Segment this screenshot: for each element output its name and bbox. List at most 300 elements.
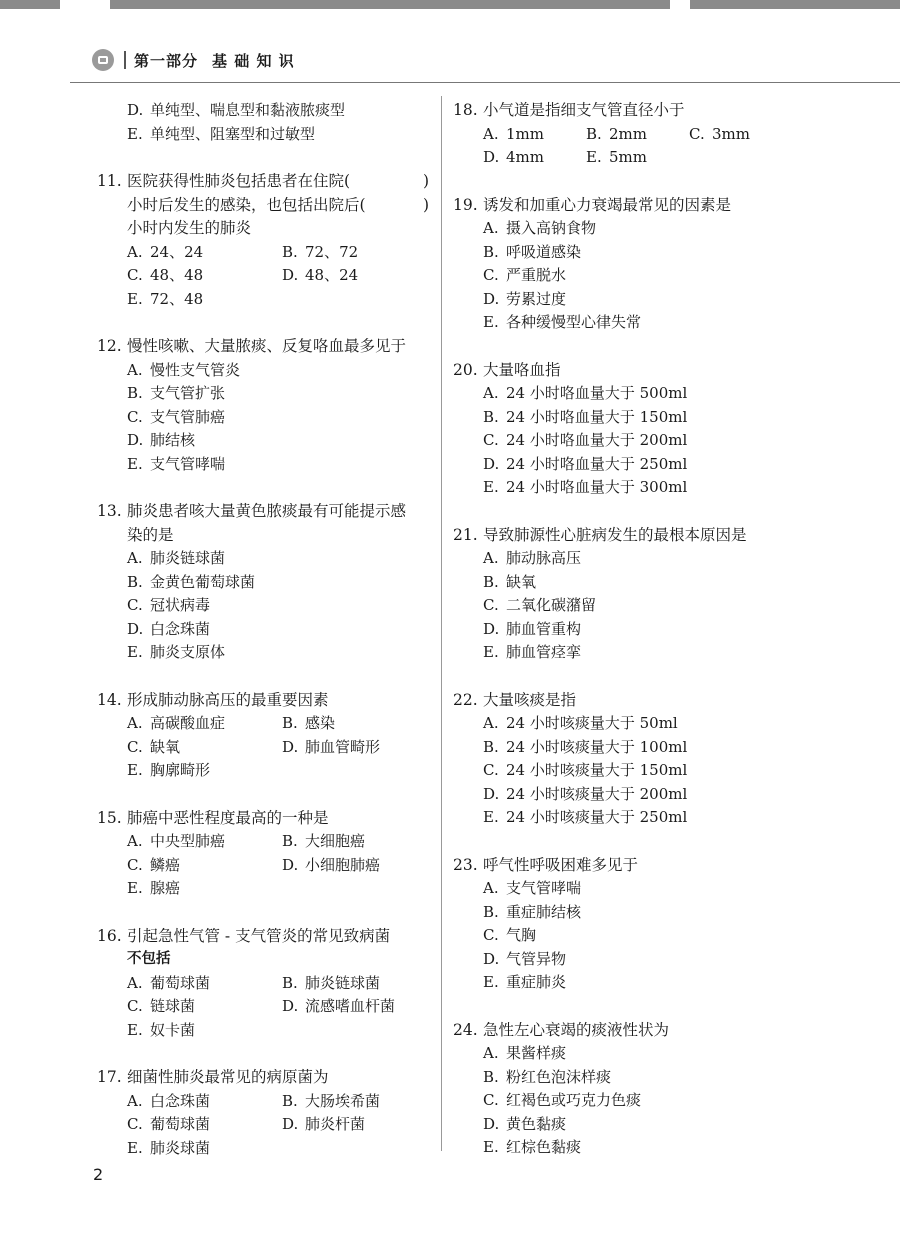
stem-line: [127, 170, 429, 194]
option-text: 葡萄球菌: [150, 1115, 211, 1133]
option-label: A.: [127, 1091, 143, 1110]
option-text: 3mm: [712, 124, 750, 143]
stem-line: [127, 1066, 429, 1090]
option-label: D.: [282, 1115, 299, 1133]
option-c[interactable]: [483, 594, 775, 618]
option-text: 2mm: [609, 124, 647, 143]
option-text: 24 小时咯血量大于 500ml: [506, 384, 688, 402]
option-e[interactable]: [127, 1019, 282, 1043]
option-label: E.: [483, 478, 499, 496]
option-text: 二氧化碳潴留: [506, 596, 597, 614]
option-d[interactable]: [127, 429, 429, 453]
option-d[interactable]: [483, 948, 775, 972]
question-number: 11.: [97, 172, 122, 190]
question-stem: [99, 500, 429, 547]
stem-text: 小时内发生的肺炎: [127, 219, 252, 237]
option-b[interactable]: [586, 123, 689, 147]
option-text: 气管异物: [506, 949, 567, 968]
option-a[interactable]: [127, 547, 429, 571]
options-list: [455, 123, 775, 170]
option-c[interactable]: [689, 123, 792, 147]
option-text: 4mm: [506, 148, 544, 166]
question-q13: [99, 500, 429, 665]
question-stem: [455, 854, 775, 878]
option-text: 24 小时咳痰量大于 200ml: [506, 784, 688, 803]
question-stem: [455, 99, 775, 123]
option-d[interactable]: [483, 288, 775, 312]
option-e[interactable]: [127, 641, 429, 665]
option-label: D.: [127, 101, 144, 119]
question-stem: [99, 335, 429, 359]
option-e[interactable]: [127, 877, 282, 901]
question-text: [483, 524, 775, 548]
option-c[interactable]: [127, 594, 429, 618]
stem-text: 肺癌中恶性程度最高的一种是: [127, 808, 329, 827]
option-text: 24 小时咯血量大于 300ml: [506, 478, 688, 496]
option-text: 小细胞肺癌: [305, 855, 381, 874]
option-text: 大肠埃希菌: [305, 1091, 381, 1110]
option-label: B.: [282, 973, 298, 992]
option-label: A.: [127, 242, 143, 261]
option-label: C.: [127, 855, 143, 874]
option-b[interactable]: [282, 972, 437, 996]
question-text: [483, 99, 775, 123]
stem-text: 引起急性气管 - 支气管炎的常见致病菌: [127, 926, 391, 945]
stem-line: [483, 524, 775, 548]
option-b[interactable]: [282, 830, 437, 854]
option-label: E.: [586, 148, 602, 166]
question-stem: [455, 194, 775, 218]
stem-line: [127, 807, 429, 831]
option-label: C.: [127, 997, 143, 1015]
question-q20: [455, 359, 775, 500]
option-text: 鳞癌: [150, 855, 181, 874]
question-stem: [99, 1066, 429, 1090]
option-label: C.: [127, 737, 143, 756]
option-label: A.: [483, 384, 499, 402]
stem-text: 染的是: [127, 525, 174, 544]
option-text: 肺炎杆菌: [305, 1115, 366, 1133]
option-label: B.: [282, 832, 298, 850]
option-label: E.: [127, 761, 143, 779]
question-text: [127, 500, 429, 547]
question-text: [127, 335, 429, 359]
question-stem: [99, 689, 429, 713]
option-c[interactable]: [483, 759, 775, 783]
question-number: 22.: [453, 690, 478, 709]
option-a[interactable]: [127, 972, 282, 996]
option-text: 黄色黏痰: [506, 1114, 567, 1133]
option-text: 红棕色黏痰: [506, 1138, 582, 1156]
option-label: C.: [483, 596, 499, 614]
option-c[interactable]: [127, 854, 282, 878]
option-label: D.: [483, 619, 500, 638]
question-stem: [99, 925, 429, 972]
option-text: 24 小时咳痰量大于 100ml: [506, 737, 688, 756]
question-number: 16.: [97, 926, 122, 945]
option-b[interactable]: [483, 406, 775, 430]
options-list: [99, 241, 429, 312]
option-d[interactable]: [483, 618, 775, 642]
option-label: E.: [483, 313, 499, 331]
question-text: [127, 807, 429, 831]
options-list: [455, 547, 775, 665]
option-label: E.: [127, 1138, 143, 1157]
option-e[interactable]: [483, 1136, 775, 1160]
option-b[interactable]: [483, 901, 775, 925]
option-text: 支气管扩张: [150, 384, 226, 402]
option-a[interactable]: [483, 123, 586, 147]
option-text: 肺血管畸形: [305, 737, 381, 756]
option-label: E.: [127, 454, 143, 473]
option-e[interactable]: [483, 476, 775, 500]
option-text: 肺炎链球菌: [150, 549, 226, 567]
option-text: 中央型肺癌: [150, 832, 226, 850]
question-number: 17.: [97, 1068, 122, 1086]
option-text: 严重脱水: [506, 266, 567, 284]
stem-line: [127, 524, 429, 548]
right-column: [455, 99, 775, 1160]
option-d[interactable]: [282, 854, 437, 878]
option-d[interactable]: [483, 146, 586, 170]
option-label: B.: [483, 572, 499, 591]
option-text: 慢性支气管炎: [150, 360, 241, 379]
question-text: [483, 689, 775, 713]
option-text: 肺炎链球菌: [305, 973, 381, 992]
question-text: [127, 170, 429, 241]
question-q11: [99, 170, 429, 311]
option-label: D.: [127, 619, 144, 638]
option-label: E.: [127, 643, 143, 661]
option-label: E.: [483, 973, 499, 991]
question-q21: [455, 524, 775, 665]
option-d[interactable]: [483, 1113, 775, 1137]
option-text: 48、48: [150, 266, 204, 284]
stem-line: [127, 194, 429, 218]
option-label: D.: [483, 949, 500, 968]
stem-text: 急性左心衰竭的痰液性状为: [483, 1020, 670, 1039]
option-text: 单纯型、喘息型和黏液脓痰型: [150, 101, 346, 119]
option-label: A.: [483, 219, 499, 237]
question-q22: [455, 689, 775, 830]
options-list: [455, 382, 775, 500]
option-label: E.: [127, 124, 143, 143]
stem-text: 导致肺源性心脏病发生的最根本原因是: [483, 525, 747, 544]
option-text: 果酱样痰: [506, 1044, 567, 1062]
options-list: [455, 877, 775, 995]
option-label: D.: [483, 148, 500, 166]
option-e[interactable]: [586, 146, 689, 170]
option-b[interactable]: [483, 1066, 775, 1090]
option-label: B.: [282, 1091, 298, 1110]
option-label: C.: [483, 431, 499, 449]
option-a[interactable]: [127, 241, 282, 265]
option-d[interactable]: [282, 995, 437, 1019]
stem-text: 诱发和加重心力衰竭最常见的因素是: [483, 195, 732, 214]
option-text: 72、72: [305, 242, 359, 261]
options-list: [99, 359, 429, 477]
option-b[interactable]: [282, 1090, 437, 1114]
question-q12: [99, 335, 429, 476]
question-number: 21.: [453, 525, 478, 544]
option-a[interactable]: [127, 830, 282, 854]
option-a[interactable]: [483, 547, 775, 571]
question-number: 20.: [453, 360, 478, 379]
option-label: E.: [483, 1138, 499, 1156]
option-text: 感染: [305, 714, 336, 732]
header-rule: [70, 82, 900, 83]
option-text: 支气管哮喘: [506, 879, 582, 897]
stem-text: 大量咳痰是指: [483, 690, 577, 709]
option-text: 肺血管痉挛: [506, 643, 582, 661]
stem-text: 肺炎患者咳大量黄色脓痰最有可能提示感: [127, 502, 407, 520]
option-b[interactable]: [127, 571, 429, 595]
option-text: 缺氧: [150, 737, 181, 756]
option-text: 劳累过度: [506, 289, 567, 308]
answer-blank-close: ): [422, 172, 429, 190]
option-text: 葡萄球菌: [150, 973, 211, 992]
option-a[interactable]: [127, 359, 429, 383]
option-e[interactable]: [127, 123, 429, 147]
question-q16: [99, 925, 429, 1043]
stem-line: [483, 1019, 775, 1043]
option-label: A.: [483, 124, 499, 143]
question-number: 23.: [453, 855, 478, 874]
option-label: C.: [483, 266, 499, 284]
option-b[interactable]: [483, 241, 775, 265]
option-e[interactable]: [127, 1137, 282, 1161]
option-text: 胸廓畸形: [150, 761, 211, 779]
stem-text: 小时后发生的感染，也包括出院后(: [127, 195, 366, 214]
options-list: [99, 547, 429, 665]
option-label: D.: [282, 855, 299, 874]
question-q15: [99, 807, 429, 901]
option-a[interactable]: [127, 1090, 282, 1114]
option-label: A.: [483, 1044, 499, 1062]
option-text: 肺炎球菌: [150, 1138, 211, 1157]
book-logo-icon: [92, 49, 114, 71]
stem-line: [127, 689, 429, 713]
option-b[interactable]: [483, 736, 775, 760]
option-c[interactable]: [127, 995, 282, 1019]
header-section: 基 础 知 识: [212, 51, 295, 70]
options-list: [455, 1042, 775, 1160]
option-text: 24 小时咳痰量大于 150ml: [506, 761, 688, 779]
question-number: 18.: [453, 101, 478, 119]
question-text: [127, 925, 429, 972]
option-c[interactable]: [483, 1089, 775, 1113]
option-label: D.: [483, 289, 500, 308]
stem-text: 医院获得性肺炎包括患者在住院(: [127, 172, 351, 190]
option-label: A.: [483, 714, 499, 732]
option-label: C.: [127, 596, 143, 614]
option-e[interactable]: [483, 311, 775, 335]
option-text: 48、24: [305, 266, 359, 284]
stem-text: 呼气性呼吸困难多见于: [483, 855, 639, 874]
header-part: 第一部分: [134, 51, 199, 70]
option-text: 呼吸道感染: [506, 242, 582, 261]
option-a[interactable]: [483, 712, 775, 736]
option-e[interactable]: [127, 759, 282, 783]
option-text: 红褐色或巧克力色痰: [506, 1091, 642, 1109]
column-divider: [441, 96, 442, 1151]
question-stem: [455, 524, 775, 548]
stem-line: [127, 925, 429, 949]
option-text: 24 小时咯血量大于 250ml: [506, 454, 688, 473]
option-label: E.: [483, 808, 499, 826]
option-b[interactable]: [483, 571, 775, 595]
options-list: [455, 217, 775, 335]
stem-line: [483, 689, 775, 713]
stem-text: 小气道是指细支气管直径小于: [483, 101, 685, 119]
question-number: 14.: [97, 690, 122, 709]
option-label: D.: [127, 431, 144, 449]
option-text: 肺动脉高压: [506, 549, 582, 567]
page-number: 2: [93, 1165, 104, 1184]
question-q18: [455, 99, 775, 170]
option-text: 粉红色泡沫样痰: [506, 1067, 612, 1086]
option-c[interactable]: [483, 429, 775, 453]
option-d[interactable]: [282, 736, 437, 760]
option-a[interactable]: [483, 217, 775, 241]
option-text: 1mm: [506, 124, 544, 143]
option-d[interactable]: [282, 1113, 437, 1137]
header-title: [134, 50, 295, 71]
option-c[interactable]: [483, 264, 775, 288]
option-e[interactable]: [127, 453, 429, 477]
question-text: [127, 1066, 429, 1090]
stem-text: 细菌性肺炎最常见的病原菌为: [127, 1068, 329, 1086]
option-label: B.: [127, 384, 143, 402]
option-d[interactable]: [127, 618, 429, 642]
option-label: E.: [127, 1020, 143, 1039]
option-e[interactable]: [483, 971, 775, 995]
option-text: 气胸: [506, 926, 537, 944]
option-b[interactable]: [282, 241, 437, 265]
option-c[interactable]: [127, 1113, 282, 1137]
question-text: [483, 194, 775, 218]
header-separator: [124, 51, 126, 69]
running-header: [92, 47, 295, 73]
option-label: A.: [127, 714, 143, 732]
option-label: B.: [282, 714, 298, 732]
options-list: [99, 972, 429, 1043]
option-label: B.: [483, 902, 499, 921]
stem-line: [483, 99, 775, 123]
option-text: 支气管肺癌: [150, 407, 226, 426]
option-text: 24 小时咳痰量大于 50ml: [506, 714, 678, 732]
options-list: [99, 1090, 429, 1161]
option-label: C.: [127, 266, 143, 284]
option-text: 摄入高钠食物: [506, 219, 597, 237]
option-text: 链球菌: [150, 997, 196, 1015]
question-number: 13.: [97, 502, 122, 520]
option-a[interactable]: [483, 1042, 775, 1066]
option-a[interactable]: [483, 382, 775, 406]
question-number: 15.: [97, 808, 122, 827]
option-a[interactable]: [483, 877, 775, 901]
left-column: [99, 99, 429, 1160]
option-d[interactable]: [282, 264, 437, 288]
option-d[interactable]: [127, 99, 429, 123]
option-label: C.: [483, 1091, 499, 1109]
option-label: A.: [127, 973, 143, 992]
option-label: A.: [483, 549, 499, 567]
option-label: A.: [483, 879, 499, 897]
stem-line: [127, 500, 429, 524]
option-label: A.: [127, 549, 143, 567]
option-text: 24 小时咳痰量大于 250ml: [506, 808, 688, 826]
option-text: 金黄色葡萄球菌: [150, 572, 256, 591]
options-list: [99, 830, 429, 901]
option-label: A.: [127, 832, 143, 850]
option-label: C.: [127, 407, 143, 426]
option-label: D.: [282, 737, 299, 756]
options-list: [99, 99, 429, 146]
option-c[interactable]: [127, 264, 282, 288]
top-decorative-rule: [0, 0, 900, 14]
option-text: 72、48: [150, 289, 204, 308]
question-stem: [455, 689, 775, 713]
question-q24: [455, 1019, 775, 1160]
stem-emphasis: 不包括: [127, 951, 171, 967]
option-d[interactable]: [483, 783, 775, 807]
option-text: 支气管哮喘: [150, 454, 226, 473]
question-text: [483, 359, 775, 383]
option-text: 肺炎支原体: [150, 643, 226, 661]
question-q19: [455, 194, 775, 335]
option-b[interactable]: [282, 712, 437, 736]
option-label: B.: [483, 407, 499, 426]
option-e[interactable]: [127, 288, 282, 312]
stem-line: [483, 359, 775, 383]
question-text: [127, 689, 429, 713]
option-a[interactable]: [127, 712, 282, 736]
answer-blank-close: ): [422, 195, 429, 214]
option-label: C.: [483, 926, 499, 944]
option-label: D.: [282, 266, 299, 284]
option-label: A.: [127, 360, 143, 379]
option-text: 腺癌: [150, 879, 181, 897]
option-label: B.: [483, 242, 499, 261]
option-e[interactable]: [483, 641, 775, 665]
option-text: 奴卡菌: [150, 1020, 196, 1039]
option-e[interactable]: [483, 806, 775, 830]
question-q23: [455, 854, 775, 995]
option-text: 高碳酸血症: [150, 714, 226, 732]
option-text: 肺血管重构: [506, 619, 582, 638]
question-stem: [455, 1019, 775, 1043]
option-c[interactable]: [483, 924, 775, 948]
question-stem: [455, 359, 775, 383]
question-stem: [99, 170, 429, 241]
option-label: B.: [586, 124, 602, 143]
option-text: 5mm: [609, 148, 647, 166]
option-b[interactable]: [127, 382, 429, 406]
option-text: 24 小时咯血量大于 200ml: [506, 431, 688, 449]
option-label: B.: [282, 242, 298, 261]
stem-line: [483, 194, 775, 218]
question-number: 19.: [453, 195, 478, 214]
option-d[interactable]: [483, 453, 775, 477]
option-c[interactable]: [127, 406, 429, 430]
question-text: [483, 854, 775, 878]
option-text: 单纯型、阻塞型和过敏型: [150, 124, 316, 143]
option-label: D.: [483, 454, 500, 473]
question-text: [483, 1019, 775, 1043]
question-q17: [99, 1066, 429, 1160]
option-c[interactable]: [127, 736, 282, 760]
